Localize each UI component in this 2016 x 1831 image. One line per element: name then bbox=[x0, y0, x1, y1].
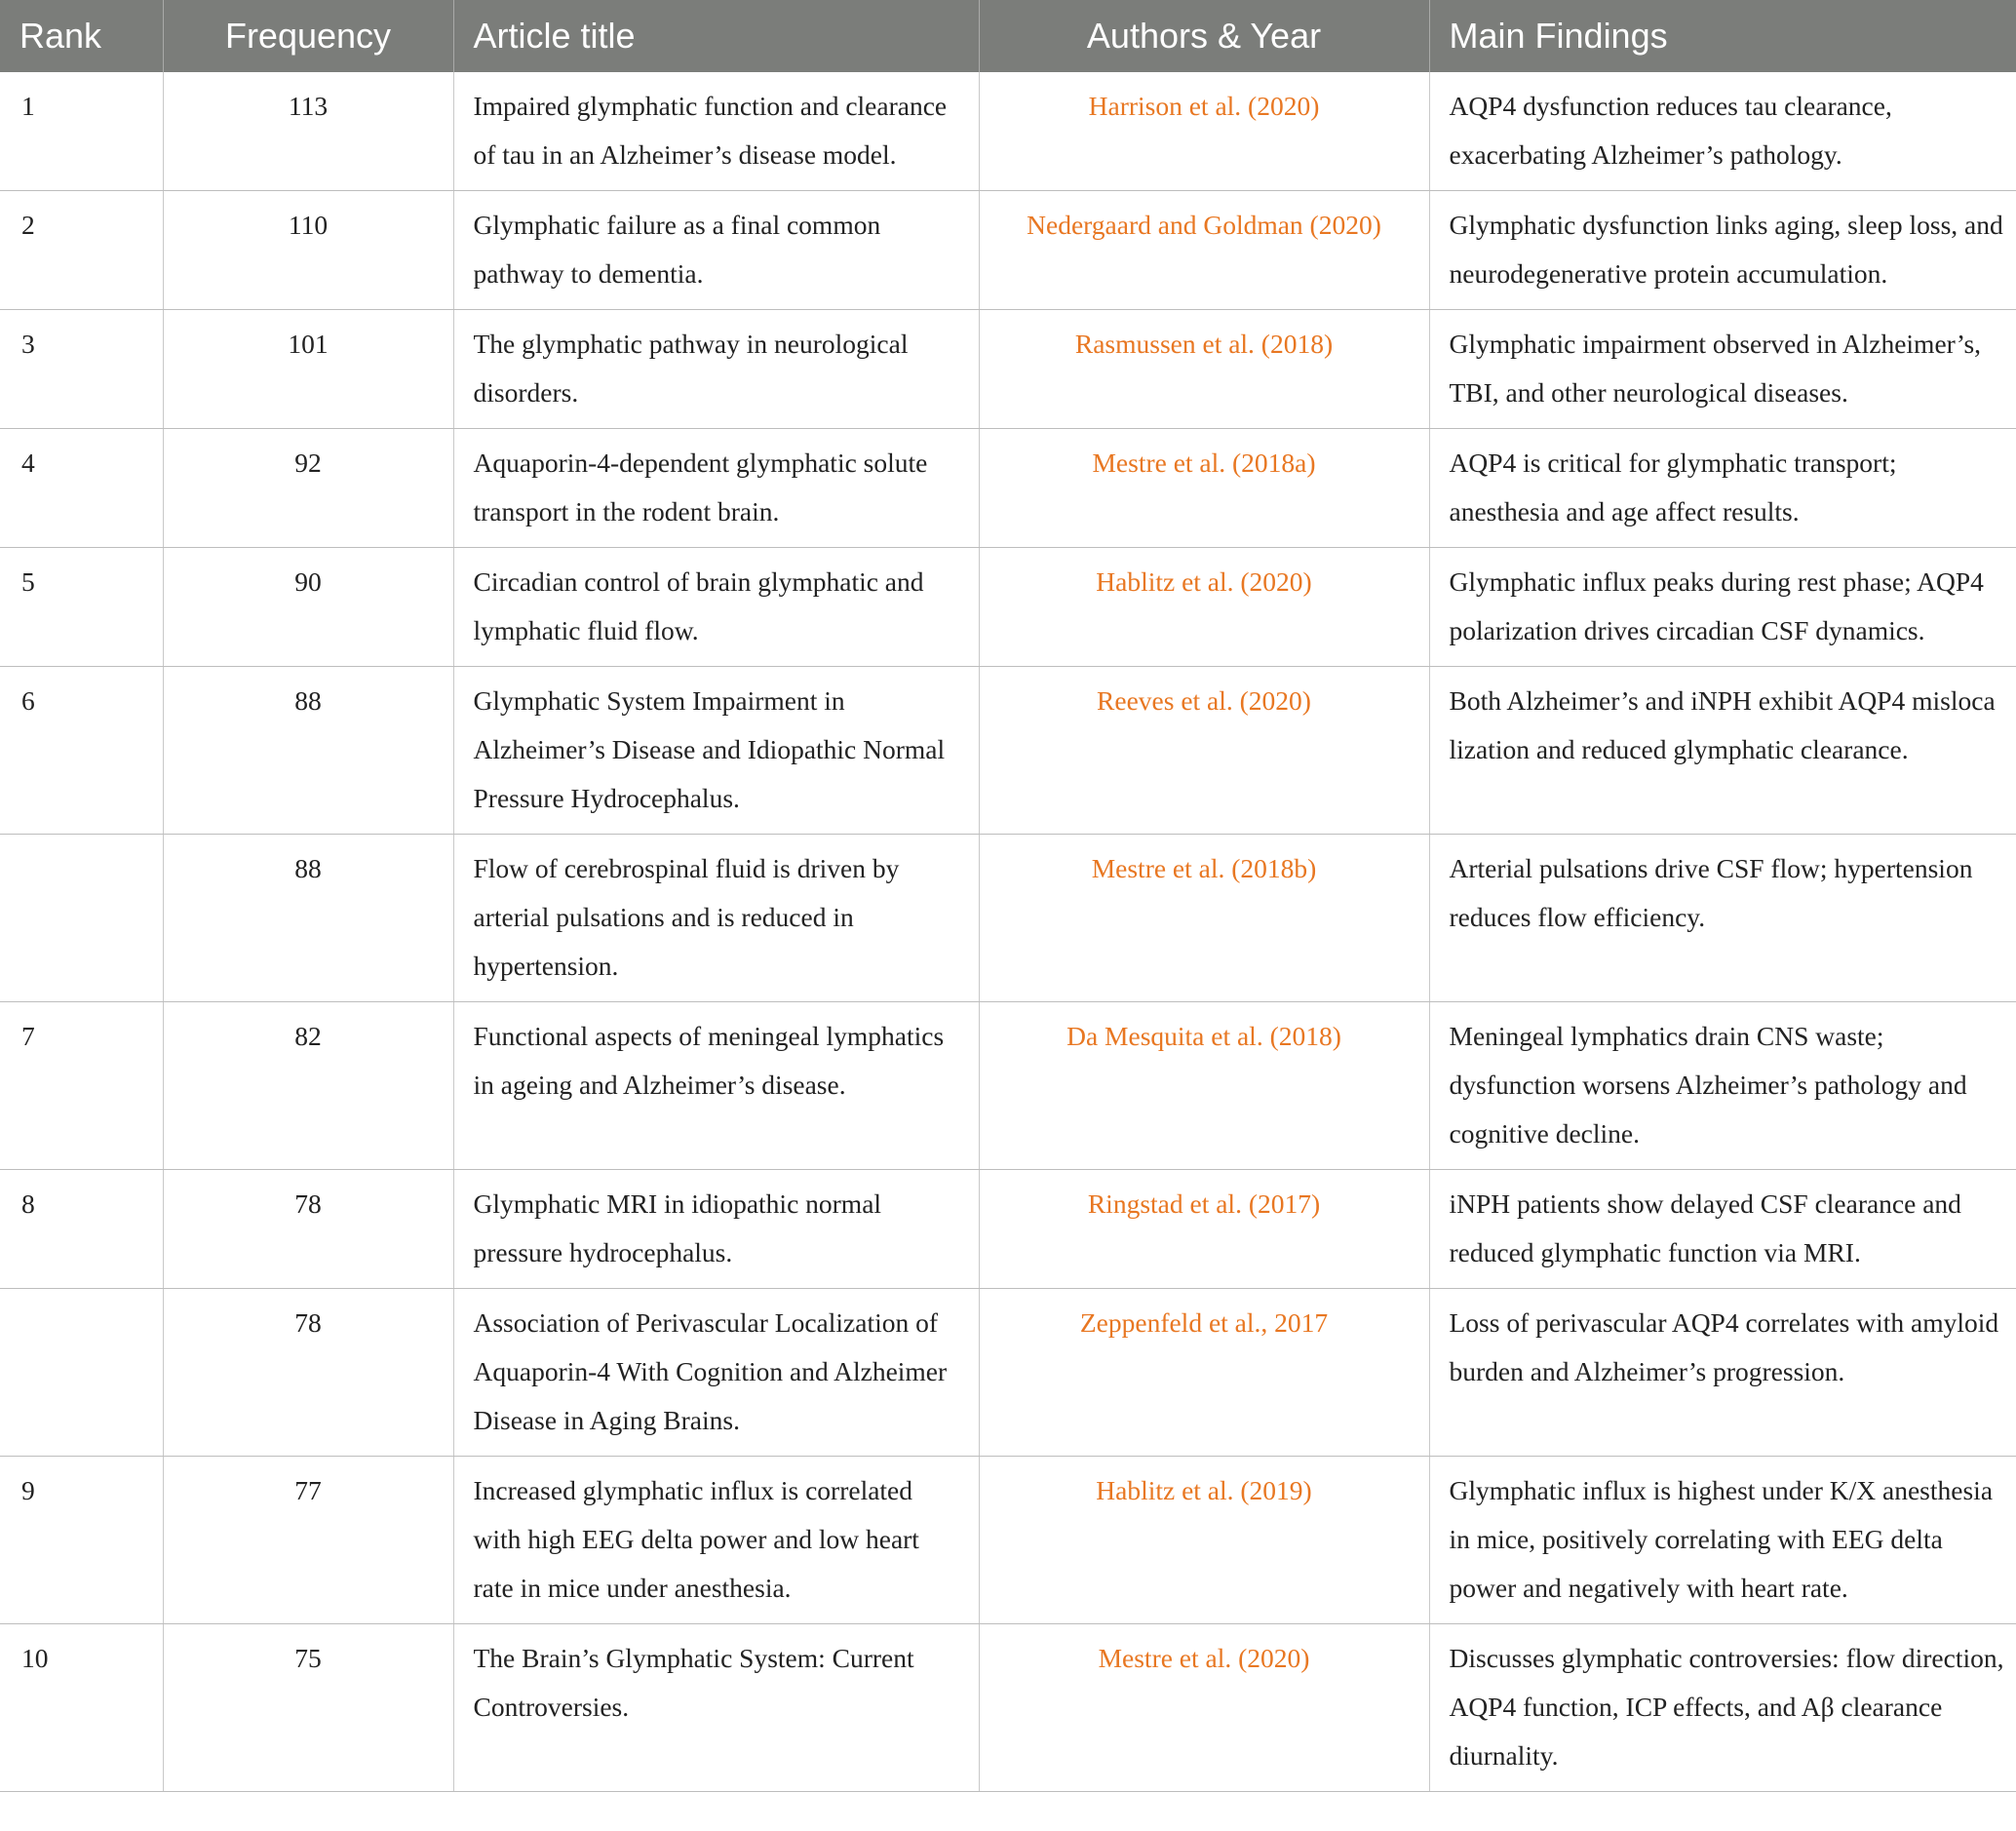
table-row bbox=[0, 835, 2016, 1002]
table-row bbox=[0, 1457, 2016, 1624]
cell-frequency: 88 bbox=[163, 667, 453, 835]
table-row bbox=[0, 310, 2016, 429]
cell-authors-link[interactable]: Zeppenfeld et al., 2017 bbox=[979, 1289, 1429, 1457]
cell-rank: 3 bbox=[0, 310, 163, 429]
cell-authors-link[interactable]: Reeves et al. (2020) bbox=[979, 667, 1429, 835]
cell-frequency: 77 bbox=[163, 1457, 453, 1624]
cell-authors-link[interactable]: Mestre et al. (2018a) bbox=[979, 429, 1429, 548]
cell-rank bbox=[0, 1289, 163, 1457]
cell-main-findings: AQP4 is critical for glymphatic transport; anesthesia and age affect results. bbox=[1429, 429, 2016, 548]
header-row bbox=[0, 0, 2016, 72]
header-main-findings: Main Findings bbox=[1429, 0, 2016, 72]
cell-rank bbox=[0, 835, 163, 1002]
cell-article-title: Flow of cerebrospinal fluid is driven by arterial pulsations and is reduced in hypertension. bbox=[453, 835, 979, 1002]
cell-authors-link[interactable]: Da Mesquita et al. (2018) bbox=[979, 1002, 1429, 1170]
cell-rank: 9 bbox=[0, 1457, 163, 1624]
table-row bbox=[0, 1170, 2016, 1289]
cell-article-title: Circadian control of brain glymphatic and lymphatic fluid flow. bbox=[453, 548, 979, 667]
cell-frequency: 78 bbox=[163, 1289, 453, 1457]
cell-main-findings: Arterial pulsations drive CSF flow; hypertension reduces flow efficiency. bbox=[1429, 835, 2016, 1002]
cell-rank: 7 bbox=[0, 1002, 163, 1170]
cell-authors-link[interactable]: Hablitz et al. (2020) bbox=[979, 548, 1429, 667]
cell-article-title: Impaired glymphatic function and clearance of tau in an Alzheimer’s disease model. bbox=[453, 72, 979, 191]
cell-article-title: Functional aspects of meningeal lymphatics in ageing and Alzheimer’s disease. bbox=[453, 1002, 979, 1170]
cell-frequency: 110 bbox=[163, 191, 453, 310]
cell-frequency: 82 bbox=[163, 1002, 453, 1170]
table-header bbox=[0, 0, 2016, 72]
cell-frequency: 75 bbox=[163, 1624, 453, 1792]
cell-article-title: Increased glymphatic influx is correlated with high EEG delta power and low heart rate in mice under anesthesia. bbox=[453, 1457, 979, 1624]
cell-main-findings: Discusses glymphatic controversies: flow direction, AQP4 function, ICP effects, and Aβ clearance diurnality. bbox=[1429, 1624, 2016, 1792]
cell-article-title: Association of Perivascular Localization of Aquaporin-4 With Cognition and Alzheimer Disease in Aging Brains. bbox=[453, 1289, 979, 1457]
cell-main-findings: AQP4 dysfunction reduces tau clearance, exacerbating Alzheimer’s pathology. bbox=[1429, 72, 2016, 191]
table-row bbox=[0, 191, 2016, 310]
cell-main-findings: Loss of perivascular AQP4 correlates with amyloid burden and Alzheimer’s progression. bbox=[1429, 1289, 2016, 1457]
header-authors-year: Authors & Year bbox=[979, 0, 1429, 72]
cell-article-title: Glymphatic System Impairment in Alzheimer’s Disease and Idiopathic Normal Pressure Hydrocephalus. bbox=[453, 667, 979, 835]
cell-main-findings: Both Alzheimer’s and iNPH exhibit AQP4 misloca lization and reduced glymphatic clearance. bbox=[1429, 667, 2016, 835]
cell-article-title: Glymphatic MRI in idiopathic normal pressure hydrocephalus. bbox=[453, 1170, 979, 1289]
cell-frequency: 101 bbox=[163, 310, 453, 429]
header-article-title: Article title bbox=[453, 0, 979, 72]
cell-rank: 6 bbox=[0, 667, 163, 835]
table-row bbox=[0, 548, 2016, 667]
cell-frequency: 113 bbox=[163, 72, 453, 191]
cell-authors-link[interactable]: Hablitz et al. (2019) bbox=[979, 1457, 1429, 1624]
cell-frequency: 92 bbox=[163, 429, 453, 548]
cell-article-title: Glymphatic failure as a final common pathway to dementia. bbox=[453, 191, 979, 310]
cell-article-title: The Brain’s Glymphatic System: Current Controversies. bbox=[453, 1624, 979, 1792]
cell-rank: 5 bbox=[0, 548, 163, 667]
cell-frequency: 78 bbox=[163, 1170, 453, 1289]
cell-main-findings: Glymphatic dysfunction links aging, sleep loss, and neurodegenerative protein accumulation. bbox=[1429, 191, 2016, 310]
cell-main-findings: Glymphatic impairment observed in Alzheimer’s, TBI, and other neurological diseases. bbox=[1429, 310, 2016, 429]
cell-article-title: The glymphatic pathway in neurological disorders. bbox=[453, 310, 979, 429]
cell-authors-link[interactable]: Nedergaard and Goldman (2020) bbox=[979, 191, 1429, 310]
cell-authors-link[interactable]: Harrison et al. (2020) bbox=[979, 72, 1429, 191]
cell-rank: 10 bbox=[0, 1624, 163, 1792]
header-rank: Rank bbox=[0, 0, 163, 72]
cell-main-findings: Meningeal lymphatics drain CNS waste; dysfunction worsens Alzheimer’s pathology and cognitive decline. bbox=[1429, 1002, 2016, 1170]
header-frequency: Frequency bbox=[163, 0, 453, 72]
cell-frequency: 88 bbox=[163, 835, 453, 1002]
table-row bbox=[0, 1624, 2016, 1792]
cell-authors-link[interactable]: Mestre et al. (2020) bbox=[979, 1624, 1429, 1792]
cell-main-findings: Glymphatic influx is highest under K/X anesthesia in mice, positively correlating with EEG delta power and negatively with heart rate. bbox=[1429, 1457, 2016, 1624]
cell-rank: 4 bbox=[0, 429, 163, 548]
table-body bbox=[0, 72, 2016, 1792]
cell-rank: 2 bbox=[0, 191, 163, 310]
cell-main-findings: Glymphatic influx peaks during rest phase; AQP4 polarization drives circadian CSF dynamics. bbox=[1429, 548, 2016, 667]
cell-frequency: 90 bbox=[163, 548, 453, 667]
cell-authors-link[interactable]: Mestre et al. (2018b) bbox=[979, 835, 1429, 1002]
cell-article-title: Aquaporin-4-dependent glymphatic solute transport in the rodent brain. bbox=[453, 429, 979, 548]
table-row bbox=[0, 429, 2016, 548]
cell-rank: 1 bbox=[0, 72, 163, 191]
table-row bbox=[0, 1002, 2016, 1170]
cell-rank: 8 bbox=[0, 1170, 163, 1289]
cell-authors-link[interactable]: Ringstad et al. (2017) bbox=[979, 1170, 1429, 1289]
table-row bbox=[0, 1289, 2016, 1457]
table-row bbox=[0, 72, 2016, 191]
cell-authors-link[interactable]: Rasmussen et al. (2018) bbox=[979, 310, 1429, 429]
cell-main-findings: iNPH patients show delayed CSF clearance and reduced glymphatic function via MRI. bbox=[1429, 1170, 2016, 1289]
table-row bbox=[0, 667, 2016, 835]
